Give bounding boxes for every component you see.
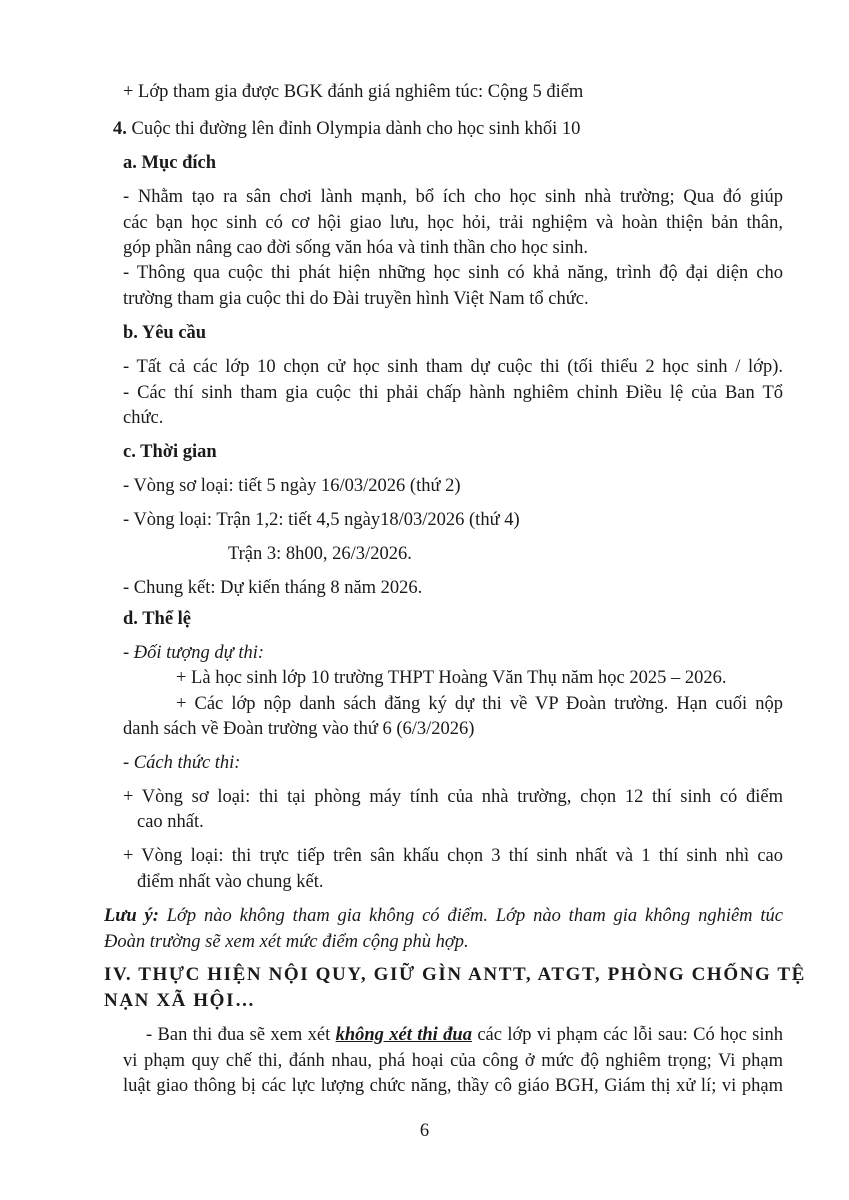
- subheading-b: b. Yêu cầu: [123, 323, 207, 343]
- paragraph-line: các bạn học sinh có cơ hội giao lưu, học hỏi, trải nghiệm và hoàn thiện bản thân,: [123, 213, 783, 233]
- section-iv-paragraph-line: vi phạm quy chế thi, đánh nhau, phá hoại của công ở mức độ nghiêm trọng; Vi phạm: [123, 1051, 783, 1071]
- paragraph-line: trường tham gia cuộc thi do Đài truyền hình Việt Nam tổ chức.: [123, 289, 589, 309]
- section-iv-heading-cont: NẠN XÃ HỘI…: [104, 990, 256, 1011]
- section-iv-heading: IV. THỰC HIỆN NỘI QUY, GIỮ GÌN ANTT, ATGT, PHÒNG CHỐNG TỆ: [104, 964, 806, 985]
- note-label: Lưu ý:: [104, 906, 159, 926]
- section-iv-paragraph-line: luật giao thông bị các lực lượng chức năng, thầy cô giáo BGH, Giám thị xử lí; vi phạm: [123, 1076, 783, 1096]
- paragraph-line: góp phần nâng cao đời sống văn hóa và tinh thần cho học sinh.: [123, 238, 588, 258]
- section-4-heading: [113, 115, 580, 143]
- subheading-c: c. Thời gian: [123, 442, 217, 462]
- schedule-line: - Vòng loại: Trận 1,2: tiết 4,5 ngày18/03/2026 (thứ 4): [123, 510, 520, 530]
- page-number: 6: [419, 1121, 430, 1141]
- rule-line: cao nhất.: [137, 812, 204, 832]
- rule-line: + Các lớp nộp danh sách đăng ký dự thi về VP Đoàn trường. Hạn cuối nộp: [176, 694, 783, 714]
- paragraph-line: chức.: [123, 408, 164, 428]
- paragraph-line: - Thông qua cuộc thi phát hiện những học sinh có khả năng, trình độ đại diện cho: [123, 263, 783, 283]
- paragraph-line: - Các thí sinh tham gia cuộc thi phải chấp hành nghiêm chỉnh Điều lệ của Ban Tổ: [123, 383, 783, 403]
- subheading-a: a. Mục đích: [123, 153, 217, 173]
- note-line: [104, 902, 783, 930]
- rule-line: + Là học sinh lớp 10 trường THPT Hoàng Văn Thụ năm học 2025 – 2026.: [176, 668, 727, 688]
- rule-line: + Vòng loại: thi trực tiếp trên sân khấu chọn 3 thí sinh nhất và 1 thí sinh nhì cao: [123, 846, 783, 866]
- emphasis-no-ranking: không xét thi đua: [335, 1025, 472, 1045]
- schedule-line: - Vòng sơ loại: tiết 5 ngày 16/03/2026 (thứ 2): [123, 476, 461, 496]
- section-iv-paragraph-line: [146, 1021, 783, 1049]
- paragraph-line: - Nhằm tạo ra sân chơi lành mạnh, bổ ích cho học sinh nhà trường; Qua đó giúp: [123, 187, 783, 207]
- italic-subheading: - Cách thức thi:: [123, 753, 241, 773]
- text-run: các lớp vi phạm các lỗi sau: Có học sinh: [471, 1025, 783, 1045]
- rule-line: + Vòng sơ loại: thi tại phòng máy tính của nhà trường, chọn 12 thí sinh có điểm: [123, 787, 783, 807]
- italic-subheading: - Đối tượng dự thi:: [123, 643, 265, 663]
- schedule-line: - Chung kết: Dự kiến tháng 8 năm 2026.: [123, 578, 423, 598]
- text-run: - Ban thi đua sẽ xem xét: [146, 1025, 336, 1045]
- paragraph-line: - Tất cả các lớp 10 chọn cử học sinh tham dự cuộc thi (tối thiểu 2 học sinh / lớp).: [123, 357, 783, 377]
- subheading-d: d. Thể lệ: [123, 609, 192, 629]
- rule-line: điểm nhất vào chung kết.: [137, 872, 324, 892]
- section-4-number: 4.: [113, 119, 127, 139]
- bonus-line: + Lớp tham gia được BGK đánh giá nghiêm túc: Cộng 5 điểm: [123, 82, 584, 102]
- note-line: Đoàn trường sẽ xem xét mức điểm cộng phù hợp.: [104, 932, 469, 952]
- schedule-line: Trận 3: 8h00, 26/3/2026.: [228, 544, 412, 564]
- note-text: Lớp nào không tham gia không có điểm. Lớp nào tham gia không nghiêm túc: [158, 906, 783, 926]
- section-4-title: Cuộc thi đường lên đỉnh Olympia dành cho học sinh khối 10: [131, 119, 581, 139]
- rule-line: danh sách về Đoàn trường vào thứ 6 (6/3/2026): [123, 719, 475, 739]
